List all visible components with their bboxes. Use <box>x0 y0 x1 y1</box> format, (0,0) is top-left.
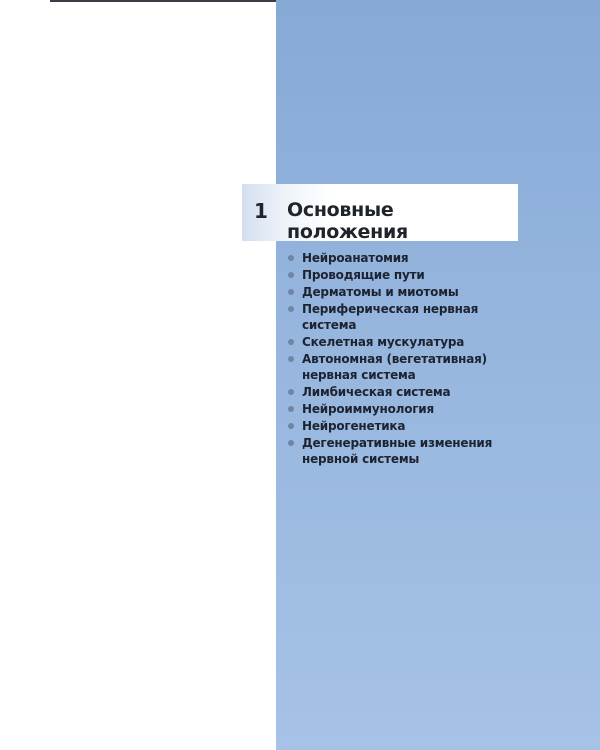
top-rule <box>50 0 276 2</box>
toc-item <box>288 351 538 383</box>
toc-item <box>288 435 538 467</box>
toc-item <box>288 284 538 300</box>
bullet-dot-icon <box>288 339 294 345</box>
chapter-number: 1 <box>254 199 268 223</box>
toc-item <box>288 301 538 333</box>
toc-item <box>288 418 538 434</box>
toc-item-label: Дерматомы и миотомы <box>302 285 459 299</box>
toc-item <box>288 401 538 417</box>
toc-item <box>288 384 538 400</box>
chapter-title-bar <box>242 184 518 241</box>
chapter-title: Основные положения <box>287 199 408 243</box>
bullet-dot-icon <box>288 406 294 412</box>
toc-item-label: Нейроиммунология <box>302 402 435 416</box>
bullet-dot-icon <box>288 356 294 362</box>
toc-item <box>288 250 538 266</box>
toc-item-label: Нейрогенетика <box>302 419 406 433</box>
bullet-dot-icon <box>288 289 294 295</box>
left-page-margin <box>0 0 276 750</box>
bullet-dot-icon <box>288 423 294 429</box>
toc-item-label: Скелетная мускулатура <box>302 335 465 349</box>
bullet-dot-icon <box>288 440 294 446</box>
bullet-dot-icon <box>288 255 294 261</box>
toc-item <box>288 267 538 283</box>
toc-item <box>288 334 538 350</box>
toc-item-label: Лимбическая система <box>302 385 451 399</box>
bullet-dot-icon <box>288 272 294 278</box>
toc-item-label: Нейроанатомия <box>302 251 409 265</box>
toc-item-label: Проводящие пути <box>302 268 425 282</box>
bullet-dot-icon <box>288 306 294 312</box>
toc-item-label: Дегенеративные изменения нервной системы <box>302 436 493 466</box>
bullet-dot-icon <box>288 389 294 395</box>
toc-item-label: Автономная (вегетативная) нервная система <box>302 352 487 382</box>
toc-item-label: Периферическая нервная система <box>302 302 479 332</box>
chapter-contents-list <box>288 250 538 468</box>
